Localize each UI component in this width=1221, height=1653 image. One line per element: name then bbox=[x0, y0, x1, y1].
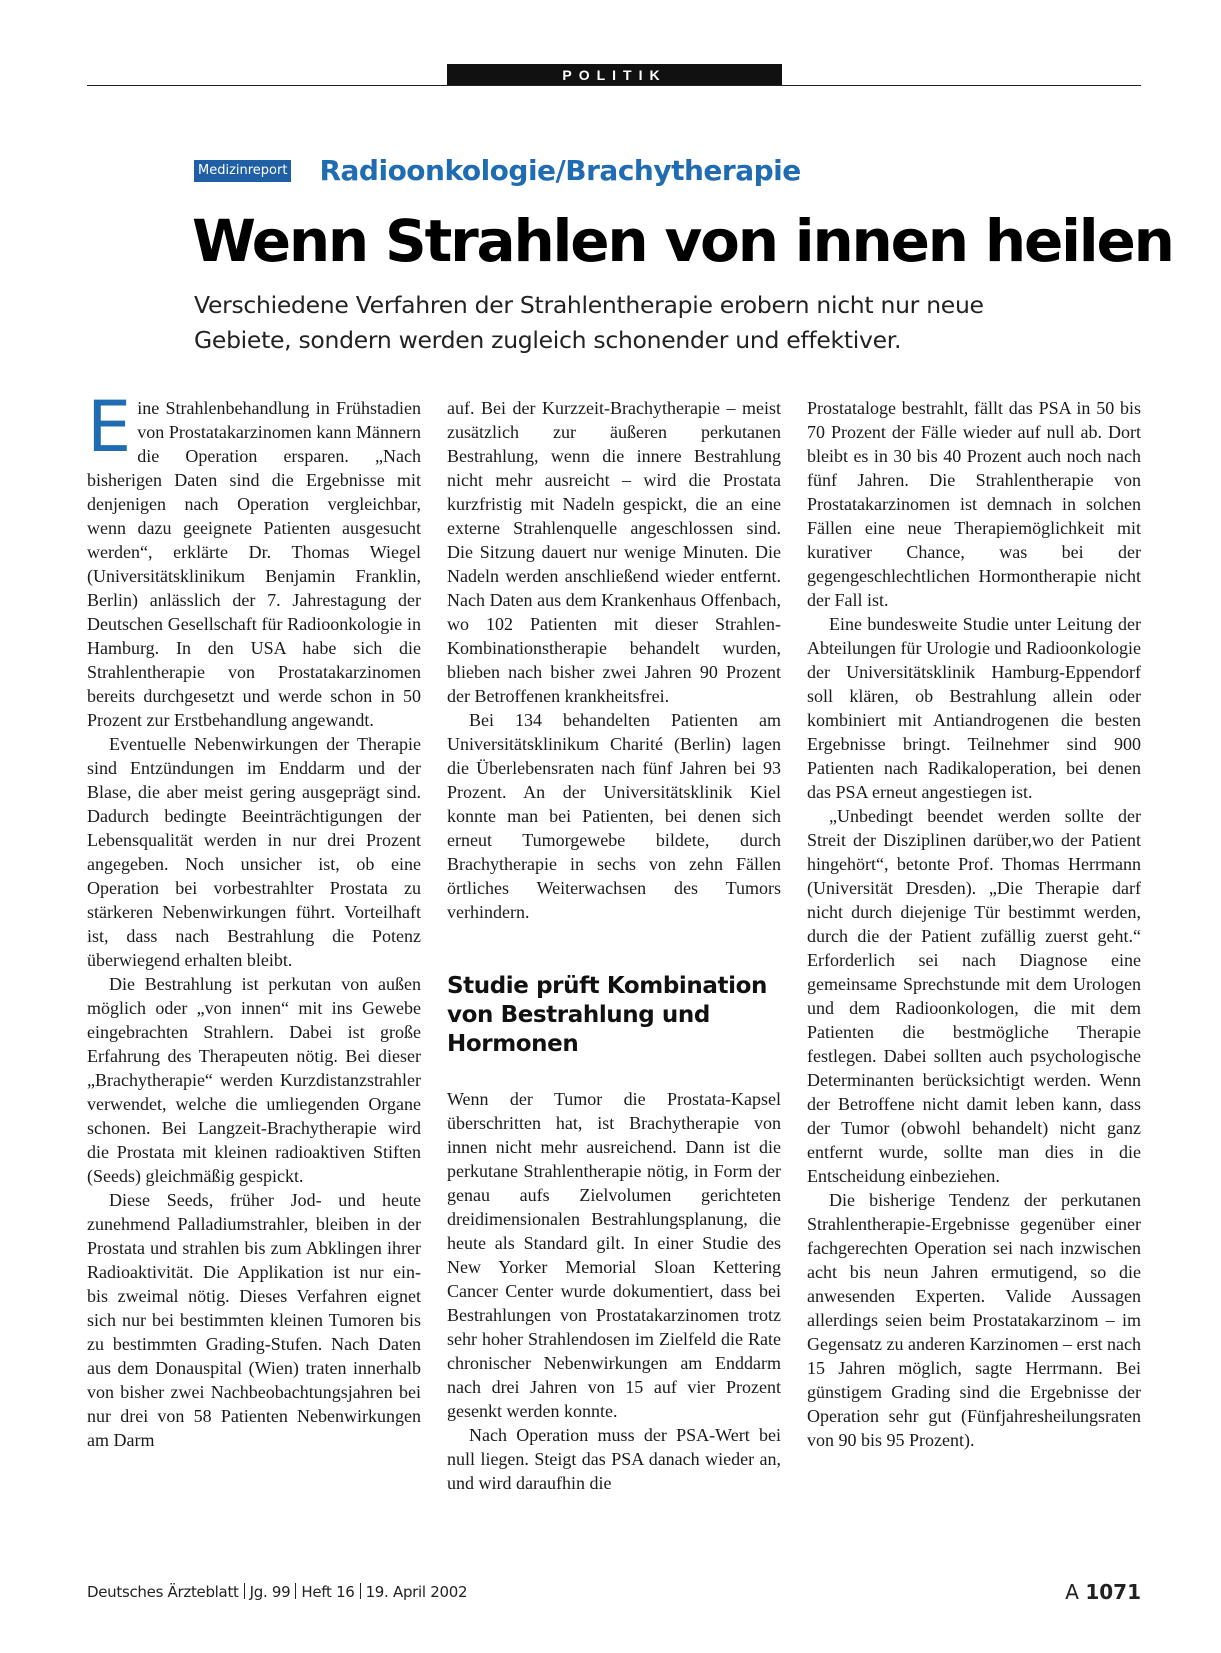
column-3 bbox=[807, 396, 1141, 1495]
kicker-badge: Medizinreport bbox=[194, 160, 291, 182]
footer-citation bbox=[87, 1583, 467, 1601]
page-number-value: 1071 bbox=[1085, 1580, 1141, 1604]
paragraph: Wenn der Tumor die Prostata-Kapsel überschritten hat, ist Brachytherapie von innen nicht mehr ausreichend. Dann ist die perkutane Strahlentherapie nötig, in Form der genau aufs Zielvolumen gerichteten dreidimensionalen Bestrahlungsplanung, die heute als Standard gilt. In einer Studie des New Yorker Memorial Sloan Kettering Cancer Center wurde dokumentiert, dass bei Bestrahlungen von Prostatakarzinomen trotz sehr hoher Strahlendosen im Zielfeld die Rate chronischer Nebenwirkungen am Enddarm nach drei Jahren von 15 auf vier Prozent gesenkt werden konnte. bbox=[447, 1089, 781, 1421]
divider bbox=[360, 1583, 361, 1599]
paragraph: Prostataloge bestrahlt, fällt das PSA in 50 bis 70 Prozent der Fälle wieder auf null ab. Dort bleibt es in 30 bis 40 Prozent auch noch nach fünf Jahren. Die Strahlentherapie von Prostatakarzinomen ist demnach in solchen Fällen eine neue Therapiemöglichkeit mit kurativer Chance, was bei der gegengeschlechtlichen Hormontherapie nicht der Fall ist. bbox=[807, 398, 1141, 610]
paragraph: auf. Bei der Kurzzeit-Brachytherapie – meist zusätzlich zur äußeren perkutanen Bestrahlung, wenn die innere Bestrahlung nicht mehr ausreicht – wird die Prostata kurzfristig mit Nadeln gespickt, die an eine externe Strahlenquelle angeschlossen sind. Die Sitzung dauert nur wenige Minuten. Die Nadeln werden anschließend wieder entfernt. Nach Daten aus dem Krankenhaus Offenbach, wo 102 Patienten mit dieser Strahlen-Kombinationstherapie behandelt wurden, blieben nach bisher zwei Jahren 90 Prozent der Betroffenen krankheitsfrei. bbox=[447, 398, 781, 706]
column-1 bbox=[87, 386, 421, 1495]
kicker-row bbox=[194, 154, 801, 187]
paragraph bbox=[87, 386, 421, 732]
page-number bbox=[1065, 1580, 1141, 1604]
column-2 bbox=[447, 396, 781, 1495]
journal-name: Deutsches Ärzteblatt bbox=[87, 1583, 239, 1601]
kicker-topic: Radioonkologie/Brachytherapie bbox=[319, 154, 801, 187]
paragraph: Eine bundesweite Studie unter Leitung der Abteilungen für Urologie und Radioonkologie der Universitätsklinik Hamburg-Eppendorf soll klären, ob Bestrahlung allein oder kombiniert mit Antiandrogenen die besten Ergebnisse bringt. Teilnehmer sind 900 Patienten nach Radikaloperation, bei denen das PSA erneut angestiegen ist. bbox=[807, 614, 1141, 802]
issue-date: 19. April 2002 bbox=[365, 1583, 468, 1601]
issue: Heft 16 bbox=[301, 1583, 355, 1601]
section-label: POLITIK bbox=[447, 64, 782, 86]
drop-cap: E bbox=[87, 386, 132, 468]
article-body bbox=[87, 386, 1141, 1495]
header-rule bbox=[87, 85, 1141, 86]
divider bbox=[244, 1583, 245, 1599]
divider bbox=[295, 1583, 296, 1599]
paragraph: „Unbedingt beendet werden sollte der Streit der Disziplinen darüber,wo der Patient hingehört“, betonte Prof. Thomas Herrmann (Universität Dresden). „Die Therapie darf nicht durch diejenige Tür bestimmt werden, durch die der Patient zufällig zuerst geht.“ Erforderlich sei nach Diagnose eine gemeinsame Sprechstunde mit dem Urologen und dem Radioonkologen, die mit dem Patienten die bestmögliche Therapie festlegen. Dabei sollten auch psychologische Determinanten berücksichtigt werden. Wenn der Betroffene nicht damit leben kann, dass der Tumor (obwohl behandelt) nicht ganz entfernt wurde, sollte man dies in die Entscheidung einbeziehen. bbox=[807, 806, 1141, 1186]
paragraph: Nach Operation muss der PSA-Wert bei null liegen. Steigt das PSA danach wieder an, und wird daraufhin die bbox=[447, 1425, 781, 1493]
paragraph-text: ine Strahlenbehandlung in Frühstadien von Prostatakarzinomen kann Männern die Operation ersparen. „Nach bisherigen Daten sind die Ergebnisse mit denjenigen nach Operation vergleichbar, wenn dazu geeignete Patienten ausgesucht werden“, erklärte Dr. Thomas Wiegel (Universitätsklinikum Benjamin Franklin, Berlin) anlässlich der 7. Jahrestagung der Deutschen Gesellschaft für Radioonkologie in Hamburg. In den USA habe sich die Strahlentherapie von Prostatakarzinomen bereits durchgesetzt und werde schon in 50 Prozent zur Erstbehandlung angewandt. bbox=[87, 398, 421, 730]
volume: Jg. 99 bbox=[249, 1583, 291, 1601]
page-prefix: A bbox=[1065, 1580, 1079, 1604]
paragraph: Die Bestrahlung ist perkutan von außen möglich oder „von innen“ mit ins Gewebe eingebrachten Strahlern. Dabei ist große Erfahrung des Therapeuten nötig. Bei dieser „Brachytherapie“ werden Kurzdistanzstrahler verwendet, welche die umliegenden Organe schonen. Bei Langzeit-Brachytherapie wird die Prostata mit kleinen radioaktiven Stiften (Seeds) gleichmäßig gespickt. bbox=[87, 974, 421, 1186]
paragraph: Die bisherige Tendenz der perkutanen Strahlentherapie-Ergebnisse gegenüber einer fachgerechten Operation sei nach inzwischen acht bis neun Jahren ermutigend, so die anwesenden Experten. Valide Aussagen allerdings seien beim Prostatakarzinom – im Gegensatz zu anderen Karzinomen – erst nach 15 Jahren möglich, sagte Herrmann. Bei günstigem Grading sind die Ergebnisse der Operation sehr gut (Fünfjahresheilungsraten von 90 bis 95 Prozent). bbox=[807, 1190, 1141, 1450]
deck: Verschiedene Verfahren der Strahlentherapie erobern nicht nur neue Gebiete, sondern werden zugleich schonender und effektiver. bbox=[194, 291, 984, 354]
paragraph: Diese Seeds, früher Jod- und heute zunehmend Palladiumstrahler, bleiben in der Prostata und strahlen bis zum Abklingen ihrer Radioaktivität. Die Applikation ist nur ein- bis zweimal nötig. Dieses Verfahren eignet sich nur bei bestimmten kleinen Tumoren bis zu bestimmten Grading-Stufen. Nach Daten aus dem Donauspital (Wien) traten innerhalb von bisher zwei Nachbeobachtungsjahren bei nur drei von 58 Patienten Nebenwirkungen am Darm bbox=[87, 1190, 421, 1450]
headline: Wenn Strahlen von innen heilen bbox=[192, 207, 1173, 275]
page-footer bbox=[87, 1580, 1141, 1607]
subheading: Studie prüft Kombination von Bestrahlung und Hormonen bbox=[447, 973, 767, 1057]
paragraph: Eventuelle Nebenwirkungen der Therapie sind Entzündungen im Enddarm und der Blase, die aber meist gering ausgeprägt sind. Dadurch bedingte Beeinträchtigungen der Lebensqualität werden in nur drei Prozent angegeben. Noch unsicher ist, ob eine Operation bei vorbestrahlter Prostata zu stärkeren Nebenwirkungen führt. Vorteilhaft ist, dass nach Bestrahlung die Potenz überwiegend erhalten bleibt. bbox=[87, 734, 421, 970]
paragraph: Bei 134 behandelten Patienten am Universitätsklinikum Charité (Berlin) lagen die Überlebensraten nach fünf Jahren bei 93 Prozent. An der Universitätsklinik Kiel konnte man bei Patienten, bei denen sich erneut Tumorgewebe bildete, durch Brachytherapie in sechs von zehn Fällen örtliches Weiterwachsen des Tumors verhindern. bbox=[447, 710, 781, 922]
